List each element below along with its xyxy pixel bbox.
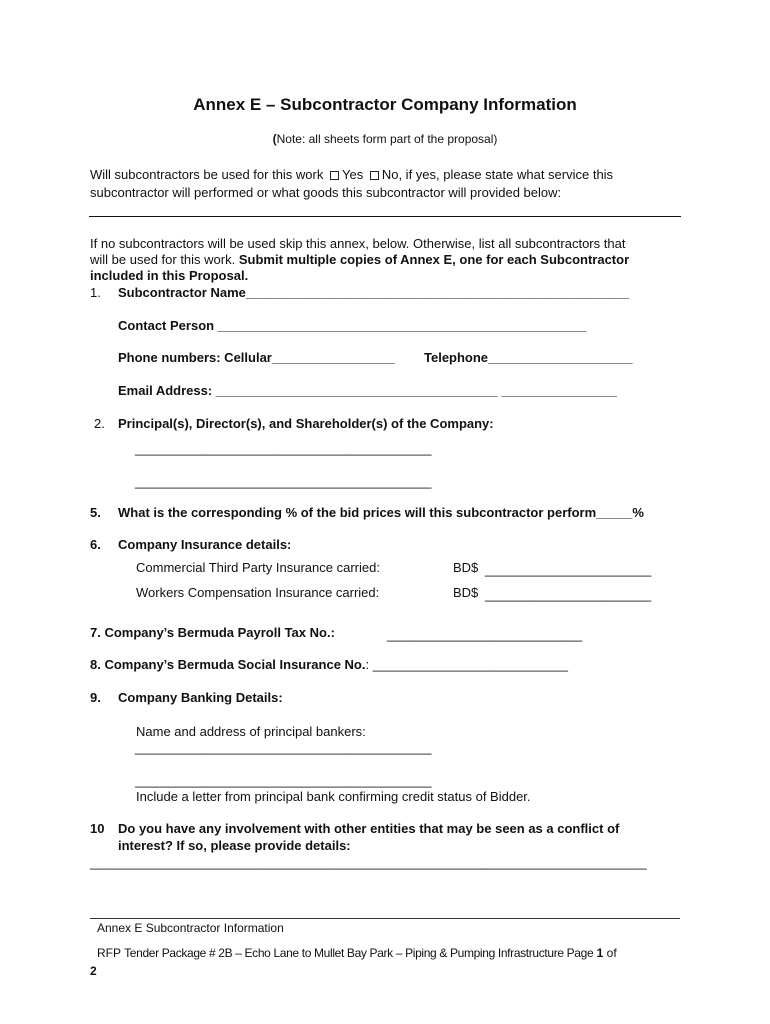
question-use-line1 — [90, 167, 613, 182]
instructions-line3: included in this Proposal. — [90, 268, 249, 283]
bankers-label: Name and address of principal bankers: — [136, 724, 366, 739]
workers-comp-currency: BD$ — [453, 585, 479, 600]
item5-number: 5. — [90, 505, 101, 520]
item1-number: 1. — [90, 285, 101, 300]
social-insurance-field[interactable]: : ___________________________ — [365, 657, 568, 672]
principals-line-1[interactable]: _________________________________________ — [135, 441, 432, 456]
social-insurance-row — [90, 657, 568, 672]
instructions-bold: Submit multiple copies of Annex E, one for each Subcontractor — [238, 252, 630, 267]
footer-divider — [90, 918, 680, 919]
note-text — [0, 132, 770, 146]
third-party-amount-field[interactable]: _______________________ — [485, 562, 652, 577]
question-use-line2: subcontractor will performed or what goods this subcontractor will provided below: — [90, 185, 562, 200]
footer-package: Tender Package # 2B – Echo Lane to Mullet Bay Park – Piping & Pumping Infrastructure Page — [124, 946, 594, 960]
item9-number: 9. — [90, 690, 101, 705]
question-use-text: Will subcontractors be used for this work — [90, 167, 324, 182]
bankers-line-1[interactable]: _________________________________________ — [135, 740, 432, 755]
footer-page-number: 1 — [596, 946, 604, 960]
footer-doc-name: Annex E Subcontractor Information — [97, 921, 284, 935]
conflict-details-field[interactable]: _____________________________________________________________________________ — [90, 855, 647, 870]
workers-comp-label: Workers Compensation Insurance carried: — [136, 585, 380, 600]
yes-label: Yes — [342, 167, 364, 182]
note-body: Note: all sheets form part of the proposal) — [276, 132, 498, 146]
bank-letter-note: Include a letter from principal bank confirming credit status of Bidder. — [136, 789, 531, 804]
cellular-field[interactable]: Phone numbers: Cellular_________________ — [118, 350, 395, 365]
principals-label: Principal(s), Director(s), and Shareholder(s) of the Company: — [118, 416, 494, 431]
item10-number: 10 — [90, 821, 105, 836]
third-party-currency: BD$ — [453, 560, 479, 575]
conflict-question-line1: Do you have any involvement with other entities that may be seen as a conflict of — [118, 821, 620, 836]
conflict-question-line2: interest? If so, please provide details: — [118, 838, 351, 853]
note-paren: ( — [272, 132, 277, 146]
footer-rfp: RFP — [97, 946, 121, 960]
item6-number: 6. — [90, 537, 101, 552]
no-checkbox[interactable] — [370, 171, 379, 180]
no-label: No, if yes, please state what service this — [381, 167, 614, 182]
third-party-insurance-label: Commercial Third Party Insurance carried: — [136, 560, 380, 575]
email-field[interactable]: Email Address: _______________________________________ ________________ — [118, 383, 618, 398]
workers-comp-amount-field[interactable]: _______________________ — [485, 587, 652, 602]
bid-percent-field[interactable]: What is the corresponding % of the bid prices will this subcontractor perform_____% — [118, 505, 644, 520]
payroll-tax-field[interactable]: ___________________________ — [387, 627, 583, 642]
footer-of: of — [606, 946, 617, 960]
social-insurance-label: 8. Company’s Bermuda Social Insurance No. — [90, 657, 366, 672]
payroll-tax-label: 7. Company’s Bermuda Payroll Tax No.: — [90, 625, 335, 640]
instructions-plain: will be used for this work. — [90, 252, 239, 267]
instructions-line2 — [90, 252, 629, 267]
banking-label: Company Banking Details: — [118, 690, 283, 705]
principals-line-2[interactable]: _________________________________________ — [135, 474, 432, 489]
page-title: Annex E – Subcontractor Company Information — [193, 95, 577, 114]
bankers-line-2[interactable]: _________________________________________ — [135, 773, 432, 788]
instructions-line1: If no subcontractors will be used skip this annex, below. Otherwise, list all subcontractors that — [90, 236, 626, 251]
contact-person-field[interactable]: Contact Person ___________________________________________________ — [118, 318, 587, 333]
telephone-field[interactable]: Telephone____________________ — [424, 350, 633, 365]
insurance-label: Company Insurance details: — [118, 537, 292, 552]
yes-checkbox[interactable] — [330, 171, 339, 180]
item2-number: 2. — [94, 416, 105, 431]
subcontractor-name-field[interactable]: Subcontractor Name_____________________________________________________ — [118, 285, 630, 300]
footer-page-total: 2 — [90, 964, 97, 978]
footer-page-line — [97, 946, 617, 960]
divider-top — [89, 216, 681, 217]
